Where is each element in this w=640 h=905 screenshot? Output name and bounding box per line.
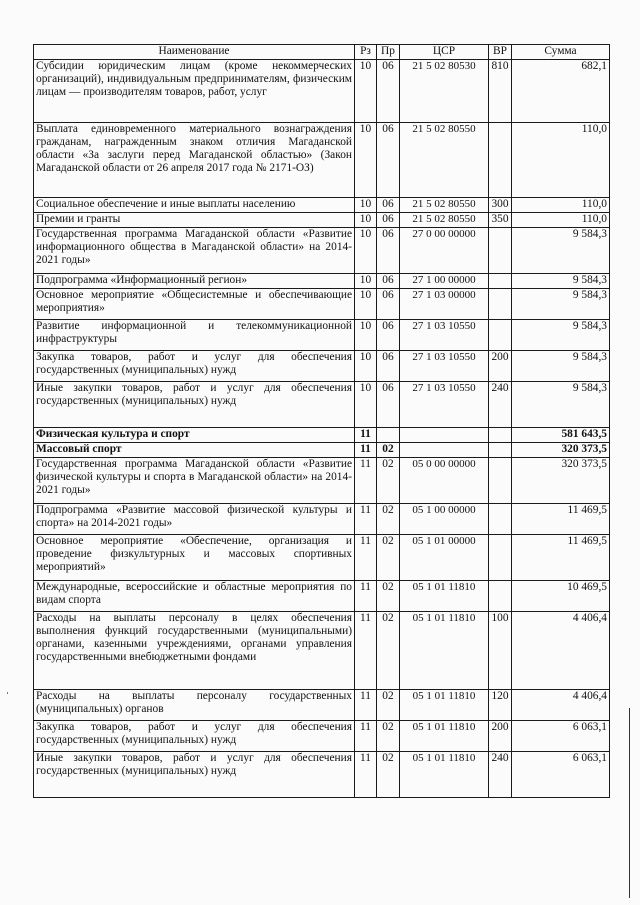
row-sum: 110,0 <box>512 213 610 228</box>
row-vr <box>489 458 512 504</box>
row-rz: 10 <box>355 213 377 228</box>
row-rz: 10 <box>355 274 377 289</box>
table-row <box>34 198 610 213</box>
row-csr: 27 1 03 10550 <box>400 320 489 351</box>
row-rz: 11 <box>355 752 377 798</box>
row-csr: 27 1 03 10550 <box>400 382 489 428</box>
row-vr: 240 <box>489 752 512 798</box>
table-row <box>34 458 610 504</box>
table-row <box>34 123 610 198</box>
row-name: Развитие информационной и телекоммуникационной инфраструктуры <box>34 320 355 351</box>
row-csr: 05 1 01 11810 <box>400 581 489 612</box>
table-row <box>34 504 610 535</box>
row-vr <box>489 428 512 443</box>
row-sum: 110,0 <box>512 198 610 213</box>
row-csr: 05 1 00 00000 <box>400 504 489 535</box>
row-name: Иные закупки товаров, работ и услуг для обеспечения государственных (муниципальных) нужд <box>34 382 355 428</box>
table-header-row <box>34 45 610 60</box>
row-name: Иные закупки товаров, работ и услуг для обеспечения государственных (муниципальных) нужд <box>34 752 355 798</box>
row-csr: 05 1 01 11810 <box>400 690 489 721</box>
budget-table <box>33 44 610 798</box>
row-vr: 350 <box>489 213 512 228</box>
table-row <box>34 351 610 382</box>
table-row <box>34 428 610 443</box>
row-sum: 4 406,4 <box>512 690 610 721</box>
row-csr: 05 1 01 11810 <box>400 721 489 752</box>
row-name: Государственная программа Магаданской области «Развитие информационного общества в Магаданской области» на 2014-2021 годы» <box>34 228 355 274</box>
row-name: Подпрограмма «Информационный регион» <box>34 274 355 289</box>
row-sum: 682,1 <box>512 60 610 123</box>
table-row <box>34 382 610 428</box>
row-name: Закупка товаров, работ и услуг для обеспечения государственных (муниципальных) нужд <box>34 721 355 752</box>
row-pr: 02 <box>377 504 400 535</box>
row-pr: 06 <box>377 123 400 198</box>
row-rz: 10 <box>355 198 377 213</box>
row-csr: 27 1 03 10550 <box>400 351 489 382</box>
row-sum: 10 469,5 <box>512 581 610 612</box>
row-sum: 6 063,1 <box>512 752 610 798</box>
row-pr: 06 <box>377 351 400 382</box>
row-csr: 27 1 03 00000 <box>400 289 489 320</box>
row-sum: 110,0 <box>512 123 610 198</box>
table-row <box>34 60 610 123</box>
table-row <box>34 228 610 274</box>
row-rz: 11 <box>355 721 377 752</box>
row-pr: 06 <box>377 213 400 228</box>
row-vr <box>489 535 512 581</box>
row-csr: 05 0 00 00000 <box>400 458 489 504</box>
row-vr <box>489 443 512 458</box>
row-rz: 10 <box>355 228 377 274</box>
row-csr: 05 1 01 11810 <box>400 612 489 690</box>
row-sum: 11 469,5 <box>512 535 610 581</box>
row-vr <box>489 289 512 320</box>
row-pr: 06 <box>377 60 400 123</box>
row-rz: 10 <box>355 320 377 351</box>
row-sum: 9 584,3 <box>512 351 610 382</box>
row-pr: 02 <box>377 721 400 752</box>
row-pr: 02 <box>377 443 400 458</box>
row-pr: 02 <box>377 612 400 690</box>
row-rz: 11 <box>355 535 377 581</box>
row-name: Массовый спорт <box>34 443 355 458</box>
row-vr: 300 <box>489 198 512 213</box>
row-name: Расходы на выплаты персоналу государственных (муниципальных) органов <box>34 690 355 721</box>
row-csr: 21 5 02 80550 <box>400 198 489 213</box>
header-csr: ЦСР <box>400 45 489 60</box>
row-rz: 11 <box>355 612 377 690</box>
row-sum: 6 063,1 <box>512 721 610 752</box>
table-row <box>34 535 610 581</box>
row-pr: 06 <box>377 274 400 289</box>
row-name: Физическая культура и спорт <box>34 428 355 443</box>
header-rz: Рз <box>355 45 377 60</box>
row-name: Расходы на выплаты персоналу в целях обеспечения выполнения функций государственными (муниципальными) органами, казенными учреждениями, органами управления государственными внебюджетными фондами <box>34 612 355 690</box>
row-rz: 11 <box>355 428 377 443</box>
table-row <box>34 612 610 690</box>
row-vr: 200 <box>489 721 512 752</box>
table-row <box>34 581 610 612</box>
row-rz: 10 <box>355 382 377 428</box>
row-name: Международные, всероссийские и областные мероприятия по видам спорта <box>34 581 355 612</box>
row-vr <box>489 581 512 612</box>
row-pr: 06 <box>377 198 400 213</box>
row-csr: 21 5 02 80530 <box>400 60 489 123</box>
row-vr: 200 <box>489 351 512 382</box>
row-rz: 11 <box>355 458 377 504</box>
row-vr: 100 <box>489 612 512 690</box>
table-row <box>34 289 610 320</box>
row-name: Основное мероприятие «Общесистемные и обеспечивающие мероприятия» <box>34 289 355 320</box>
header-name: Наименование <box>34 45 355 60</box>
row-vr: 240 <box>489 382 512 428</box>
row-vr <box>489 123 512 198</box>
row-vr <box>489 274 512 289</box>
row-rz: 10 <box>355 60 377 123</box>
row-name: Премии и гранты <box>34 213 355 228</box>
row-rz: 11 <box>355 443 377 458</box>
row-vr: 120 <box>489 690 512 721</box>
row-vr <box>489 228 512 274</box>
row-sum: 9 584,3 <box>512 228 610 274</box>
row-csr <box>400 443 489 458</box>
table-row <box>34 752 610 798</box>
row-csr: 05 1 01 11810 <box>400 752 489 798</box>
row-pr: 06 <box>377 289 400 320</box>
row-csr: 27 0 00 00000 <box>400 228 489 274</box>
row-pr: 02 <box>377 752 400 798</box>
row-pr: 02 <box>377 581 400 612</box>
row-name: Подпрограмма «Развитие массовой физической культуры и спорта» на 2014-2021 годы» <box>34 504 355 535</box>
row-pr: 06 <box>377 228 400 274</box>
table-row <box>34 320 610 351</box>
row-sum: 9 584,3 <box>512 289 610 320</box>
row-name: Государственная программа Магаданской области «Развитие физической культуры и спорта в Магаданской области» на 2014-2021 годы» <box>34 458 355 504</box>
row-pr: 02 <box>377 458 400 504</box>
row-pr: 02 <box>377 535 400 581</box>
row-vr <box>489 504 512 535</box>
row-name: Закупка товаров, работ и услуг для обеспечения государственных (муниципальных) нужд <box>34 351 355 382</box>
row-sum: 581 643,5 <box>512 428 610 443</box>
table-row <box>34 443 610 458</box>
row-name: Субсидии юридическим лицам (кроме некоммерческих организаций), индивидуальным предпринимателям, физическим лицам — производителям товаров, работ, услуг <box>34 60 355 123</box>
row-csr: 21 5 02 80550 <box>400 213 489 228</box>
row-vr: 810 <box>489 60 512 123</box>
row-pr: 02 <box>377 690 400 721</box>
row-sum: 4 406,4 <box>512 612 610 690</box>
row-pr <box>377 428 400 443</box>
row-rz: 10 <box>355 351 377 382</box>
row-pr: 06 <box>377 382 400 428</box>
row-csr: 21 5 02 80550 <box>400 123 489 198</box>
table-row <box>34 274 610 289</box>
header-pr: Пр <box>377 45 400 60</box>
row-name: Основное мероприятие «Обеспечение, организация и проведение физкультурных и массовых спортивных мероприятий» <box>34 535 355 581</box>
header-vr: ВР <box>489 45 512 60</box>
table-row <box>34 721 610 752</box>
row-name: Социальное обеспечение и иные выплаты населению <box>34 198 355 213</box>
header-sum: Сумма <box>512 45 610 60</box>
row-sum: 9 584,3 <box>512 382 610 428</box>
table-row <box>34 213 610 228</box>
row-name: Выплата единовременного материального вознаграждения гражданам, награжденным знаком отличия Магаданской области «За заслуги перед Магаданской областью» (Закон Магаданской области от 26 апреля 2017 года № 2171-ОЗ) <box>34 123 355 198</box>
row-csr <box>400 428 489 443</box>
row-rz: 10 <box>355 123 377 198</box>
row-rz: 11 <box>355 581 377 612</box>
row-sum: 9 584,3 <box>512 274 610 289</box>
row-rz: 10 <box>355 289 377 320</box>
row-rz: 11 <box>355 504 377 535</box>
row-sum: 11 469,5 <box>512 504 610 535</box>
scan-speck <box>7 692 8 694</box>
row-sum: 320 373,5 <box>512 458 610 504</box>
row-sum: 9 584,3 <box>512 320 610 351</box>
row-csr: 27 1 00 00000 <box>400 274 489 289</box>
row-csr: 05 1 01 00000 <box>400 535 489 581</box>
table-row <box>34 690 610 721</box>
row-pr: 06 <box>377 320 400 351</box>
row-sum: 320 373,5 <box>512 443 610 458</box>
row-rz: 11 <box>355 690 377 721</box>
row-vr <box>489 320 512 351</box>
scan-edge-line <box>629 708 630 898</box>
